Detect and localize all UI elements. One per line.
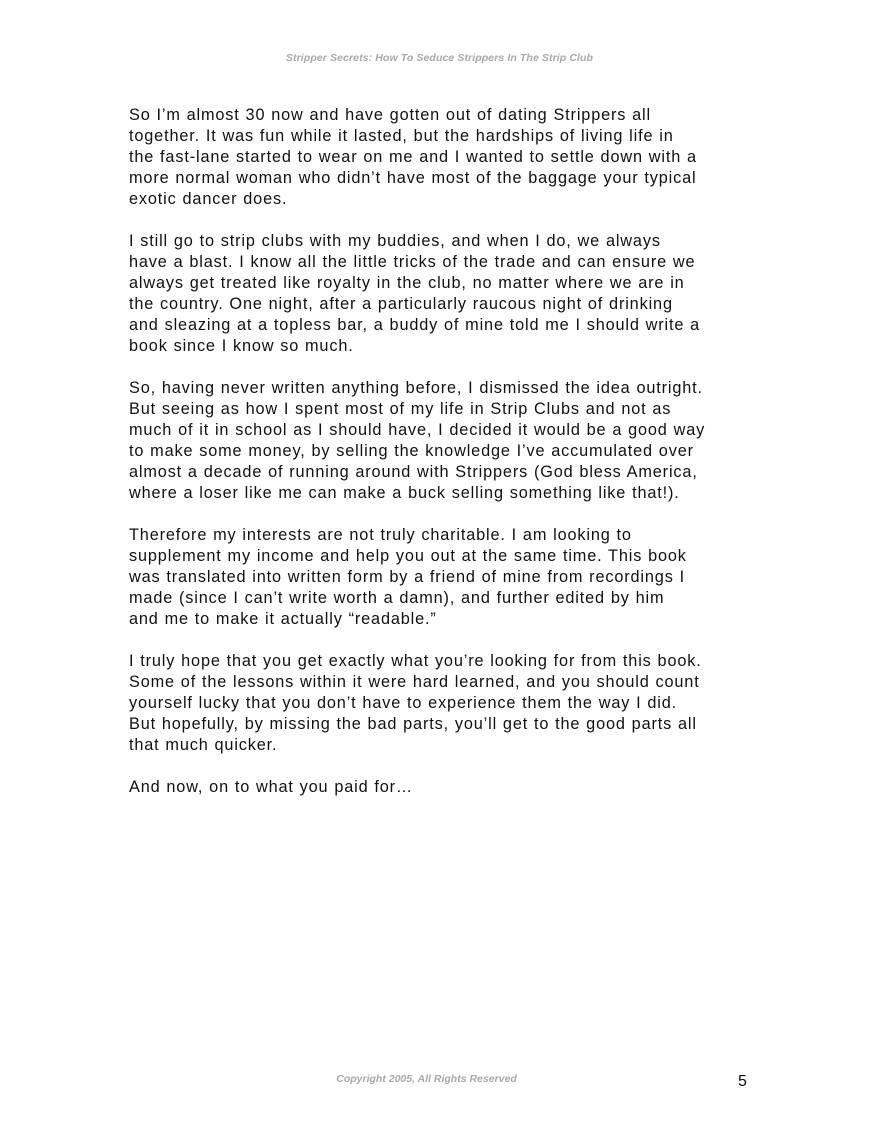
text-line: Therefore my interests are not truly charitable. I am looking to	[129, 526, 632, 544]
copyright-footer: Copyright 2005, All Rights Reserved	[336, 1073, 517, 1085]
text-line: So, having never written anything before, I dismissed the idea outright.	[129, 379, 703, 397]
paragraph	[129, 525, 769, 630]
text-line: almost a decade of running around with Strippers (God bless America,	[129, 463, 698, 481]
body-text	[129, 105, 769, 819]
text-line: made (since I can’t write worth a damn), and further edited by him	[129, 589, 665, 607]
paragraph	[129, 777, 769, 798]
text-line: I truly hope that you get exactly what you’re looking for from this book.	[129, 652, 702, 670]
text-line: together. It was fun while it lasted, but the hardships of living life in	[129, 127, 674, 145]
text-line: book since I know so much.	[129, 337, 354, 355]
text-line: much of it in school as I should have, I decided it would be a good way	[129, 421, 706, 439]
text-line: I still go to strip clubs with my buddies, and when I do, we always	[129, 232, 661, 250]
paragraph	[129, 105, 769, 210]
text-line: the country. One night, after a particularly raucous night of drinking	[129, 295, 673, 313]
text-line: and sleazing at a topless bar, a buddy of mine told me I should write a	[129, 316, 701, 334]
text-line: to make some money, by selling the knowledge I’ve accumulated over	[129, 442, 694, 460]
text-line: the fast-lane started to wear on me and I wanted to settle down with a	[129, 148, 697, 166]
text-line: supplement my income and help you out at the same time. This book	[129, 547, 687, 565]
text-line: And now, on to what you paid for…	[129, 778, 414, 796]
text-line: have a blast. I know all the little tricks of the trade and can ensure we	[129, 253, 696, 271]
text-line: yourself lucky that you don’t have to experience them the way I did.	[129, 694, 677, 712]
text-line: But seeing as how I spent most of my life in Strip Clubs and not as	[129, 400, 672, 418]
page-number: 5	[738, 1073, 747, 1090]
text-line: But hopefully, by missing the bad parts, you’ll get to the good parts all	[129, 715, 697, 733]
text-line: more normal woman who didn’t have most of the baggage your typical	[129, 169, 697, 187]
running-header: Stripper Secrets: How To Seduce Strippers In The Strip Club	[285, 52, 594, 64]
text-line: that much quicker.	[129, 736, 278, 754]
text-line: Some of the lessons within it were hard learned, and you should count	[129, 673, 700, 691]
text-line: always get treated like royalty in the club, no matter where we are in	[129, 274, 685, 292]
paragraph	[129, 651, 769, 756]
text-line: So I’m almost 30 now and have gotten out of dating Strippers all	[129, 106, 651, 124]
text-line: was translated into written form by a friend of mine from recordings I	[129, 568, 685, 586]
text-line: and me to make it actually “readable.”	[129, 610, 437, 628]
text-line: exotic dancer does.	[129, 190, 288, 208]
paragraph	[129, 378, 769, 504]
paragraph	[129, 231, 769, 357]
text-line: where a loser like me can make a buck selling something like that!).	[129, 484, 680, 502]
